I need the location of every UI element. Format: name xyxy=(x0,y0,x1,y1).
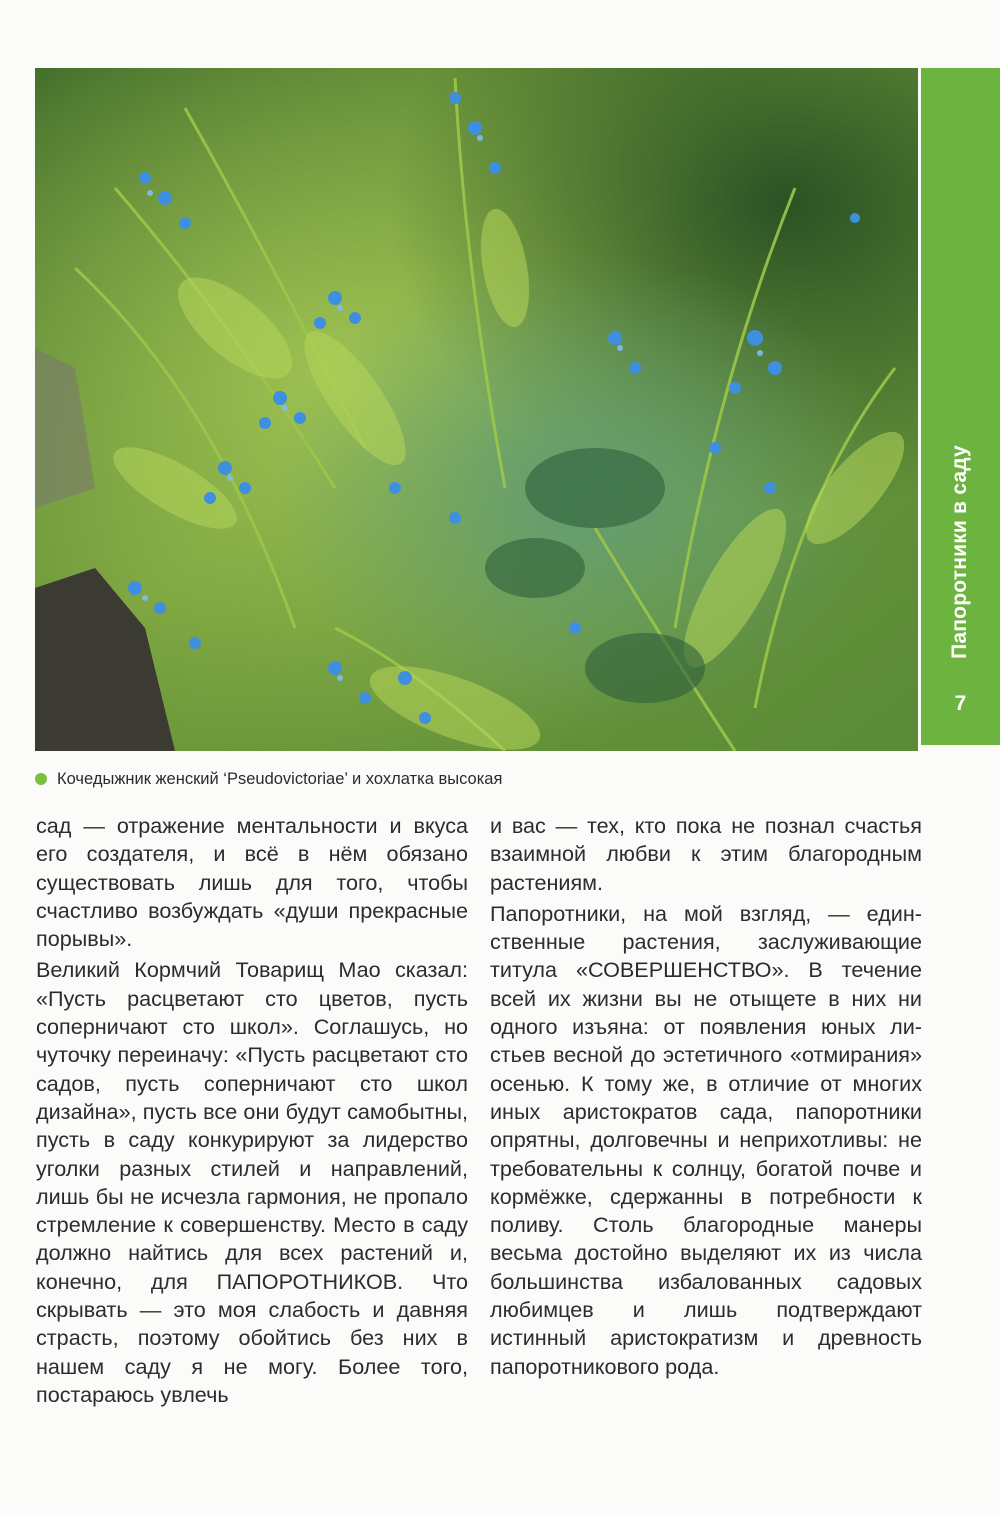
section-title-vertical xyxy=(920,442,1000,662)
caption-text: Кочедыжник женский ‘Pseudovictoriae’ и хохлатка высокая xyxy=(57,769,503,788)
paragraph: Папоротники, на мой взгляд, — единственные растения, заслуживающие титула «СОВЕРШЕНСТВО». В течение всей их жизни вы не отыщете в них ни одного изъяна: от появления юных листьев весной до эстетичного «отмирания» осенью. К тому же, в отличие от многих иных аристократов сада, папоротники опрятны, долговечны и неприхотливы: не требовательны к солнцу, богатой почве и кормёжке, сдержанны в потребности к поливу. Столь благородные манеры весьма достойно выделяют их из числа большинства избалованных садовых любимцев и лишь подтверждают истинный аристократизм и древность папоротникового рода. xyxy=(490,900,922,1379)
section-title-text: Папоротники в саду xyxy=(948,445,971,659)
body-column-left xyxy=(36,812,468,1409)
paragraph: сад — отражение ментальности и вкуса его создателя, и всё в нём обязано существовать лишь для того, чтобы счастливо возбуждать «души прекрасные порывы». xyxy=(36,813,468,952)
garden-photo xyxy=(35,68,918,751)
fern-photo-illustration xyxy=(35,68,918,751)
paragraph: Великий Кормчий Товарищ Мао сказал: «Пусть расцветают сто цветов, пусть соперничают сто школ». Соглашусь, но чуточку переиначу: «Пусть расцветают сто садов, пусть соперничают сто школ дизайна», пусть все они будут самобытны, пусть в саду конкурируют за лидерство уголки разных стилей и направлений, лишь бы не исчезла гармония, не пропало стремление к совершенству. Место в саду должно найтись для всех растений и, конечно, для ПАПОРОТНИКОВ. Что скрывать — это моя слабость и давняя страсть, поэтому обойтись без них в нашем саду я не могу. Более того, постараюсь увлечь xyxy=(36,957,468,1407)
caption-bullet-icon xyxy=(35,773,47,785)
page-number: 7 xyxy=(954,692,967,715)
paragraph: и вас — тех, кто пока не познал счастья взаимной любви к этим благородным растениям. xyxy=(490,813,922,895)
photo-caption xyxy=(35,766,915,792)
body-column-right xyxy=(490,812,922,1381)
